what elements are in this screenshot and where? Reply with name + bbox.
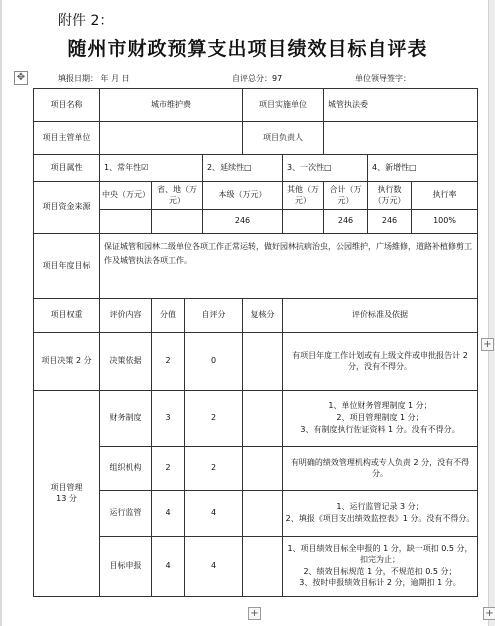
attribute-option-annual[interactable]: 1、常年性☑ — [100, 155, 203, 182]
table-row — [34, 234, 478, 299]
mgmt-criteria-finance — [283, 391, 478, 447]
decision-self-score[interactable]: 0 — [185, 333, 243, 391]
dept-label: 项目主管单位 — [34, 122, 100, 155]
attribute-option-new[interactable]: 4、新增性□ — [368, 155, 478, 182]
criteria-line: 3、有制度执行佐证资料 1 分。没有不得分。 — [300, 424, 460, 434]
mgmt-review-supervision[interactable] — [243, 491, 283, 537]
header-self-score: 自评分 — [185, 299, 243, 333]
criteria-line: 2、绩效目标规范 1 分，不规范扣 0.5 分； — [303, 566, 457, 576]
criteria-line: 2、项目管理制度 1 分； — [336, 413, 424, 423]
funding-label: 项目资金来源 — [34, 182, 100, 234]
mgmt-criteria-org — [283, 447, 478, 491]
fill-date: 填报日期： 年 月 日 — [58, 74, 130, 83]
mgmt-self-org[interactable]: 2 — [185, 447, 243, 491]
management-label-line2: 13 分 — [56, 493, 77, 503]
resize-table-icon[interactable]: + — [483, 607, 495, 620]
mgmt-content-target: 目标申报 — [100, 537, 152, 597]
decision-score: 2 — [152, 333, 185, 391]
funding-header-total: 合计（万元） — [324, 182, 368, 210]
decision-criteria — [283, 333, 478, 391]
table-row — [34, 89, 478, 122]
document-title: 随州市财政预算支出项目绩效目标自评表 — [67, 38, 428, 60]
mgmt-self-supervision[interactable]: 4 — [185, 491, 243, 537]
self-evaluation-table — [33, 88, 478, 597]
table-move-handle-icon[interactable]: ✥ — [14, 71, 28, 85]
mgmt-review-org[interactable] — [243, 447, 283, 491]
attribute-option-onetime[interactable]: 3、一次性□ — [283, 155, 368, 182]
project-name-value[interactable]: 城市维护费 — [100, 89, 243, 122]
table-row — [34, 391, 478, 447]
project-name-label: 项目名称 — [34, 89, 100, 122]
funding-value-central[interactable] — [100, 210, 152, 234]
criteria-line: 有项目年度工作计划或有上级文件或申批报告计 2 分，没有不得分。 — [292, 350, 468, 371]
self-score-total: 自评总分：97 — [232, 74, 283, 83]
funding-value-total[interactable]: 246 — [324, 210, 368, 234]
table-row — [34, 447, 478, 491]
table-row — [34, 299, 478, 333]
criteria-line: 1、单位财务管理制度 1 分； — [328, 401, 432, 411]
funding-header-rate: 执行率 — [412, 182, 478, 210]
table-row — [34, 210, 478, 234]
mgmt-criteria-supervision — [283, 491, 478, 537]
header-score: 分值 — [152, 299, 185, 333]
leader-label: 项目负责人 — [243, 122, 324, 155]
attachment-label: 附件 2： — [58, 13, 114, 29]
mgmt-content-org: 组织机构 — [100, 447, 152, 491]
header-criteria: 评价标准及依据 — [283, 299, 478, 333]
page-left-edge — [0, 0, 2, 626]
goals-text[interactable]: 保证城管和园林二级单位各项工作正常运转，做好园林抗病治虫，公园维护，广场維修，道路补植修剪工作及城管执法各项工作。 — [100, 234, 478, 299]
criteria-line: 2、填报《项目支出绩效监控表》1 分。没有不得分。 — [285, 514, 475, 523]
page-right-edge — [488, 0, 495, 626]
leader-signature-label: 单位领导签字： — [355, 74, 411, 83]
table-row — [34, 491, 478, 537]
leader-value[interactable] — [324, 122, 478, 155]
management-label — [34, 391, 100, 597]
funding-value-rate[interactable]: 100% — [412, 210, 478, 234]
funding-value-local[interactable]: 246 — [203, 210, 283, 234]
funding-header-province: 省、地（万元） — [152, 182, 203, 210]
mgmt-content-finance: 财务制度 — [100, 391, 152, 447]
mgmt-self-finance[interactable]: 2 — [185, 391, 243, 447]
mgmt-score-finance: 3 — [152, 391, 185, 447]
table-row — [34, 537, 478, 597]
funding-value-province[interactable] — [152, 210, 203, 234]
funding-header-other: 其他（万元） — [283, 182, 324, 210]
mgmt-score-supervision: 4 — [152, 491, 185, 537]
mgmt-content-supervision: 运行监管 — [100, 491, 152, 537]
decision-content: 决策依据 — [100, 333, 152, 391]
dept-value[interactable] — [100, 122, 243, 155]
criteria-line: 1、项目绩效目标全申报的 1 分，缺一项扣 0.5 分，扣完为止； — [287, 543, 473, 564]
attributes-label: 项目属性 — [34, 155, 100, 182]
add-row-icon[interactable]: + — [248, 607, 261, 620]
header-content: 评价内容 — [100, 299, 152, 333]
decision-label: 项目决策 2 分 — [34, 333, 100, 391]
mgmt-score-org: 2 — [152, 447, 185, 491]
table-row — [34, 122, 478, 155]
goals-label: 项目年度目标 — [34, 234, 100, 299]
criteria-line: 有明确的绩效管理机构或专人负责 2 分，没有不得分。 — [290, 457, 470, 478]
mgmt-review-finance[interactable] — [243, 391, 283, 447]
table-row — [34, 155, 478, 182]
funding-header-executed: 执行数（万元） — [368, 182, 412, 210]
header-review-score: 复核分 — [243, 299, 283, 333]
add-column-icon[interactable]: + — [481, 338, 494, 351]
funding-header-local: 本级（万元） — [203, 182, 283, 210]
mgmt-self-target[interactable]: 4 — [185, 537, 243, 597]
funding-value-executed[interactable]: 246 — [368, 210, 412, 234]
criteria-line: 3、按时申报绩效目标计 2 分，逾期扣 1 分。 — [299, 578, 461, 588]
mgmt-review-target[interactable] — [243, 537, 283, 597]
attribute-option-continuing[interactable]: 2、延续性□ — [203, 155, 283, 182]
management-label-line1: 项目管理 — [50, 482, 83, 492]
funding-value-other[interactable] — [283, 210, 324, 234]
impl-unit-value[interactable]: 城管执法委 — [324, 89, 478, 122]
mgmt-score-target: 4 — [152, 537, 185, 597]
impl-unit-label: 项目实施单位 — [243, 89, 324, 122]
criteria-line: 1、运行监管记录 3 分； — [336, 502, 424, 512]
table-row — [34, 333, 478, 391]
header-item-weight: 项目权重 — [34, 299, 100, 333]
mgmt-criteria-target — [283, 537, 478, 597]
table-row — [34, 182, 478, 210]
decision-review-score[interactable] — [243, 333, 283, 391]
funding-header-central: 中央（万元） — [100, 182, 152, 210]
